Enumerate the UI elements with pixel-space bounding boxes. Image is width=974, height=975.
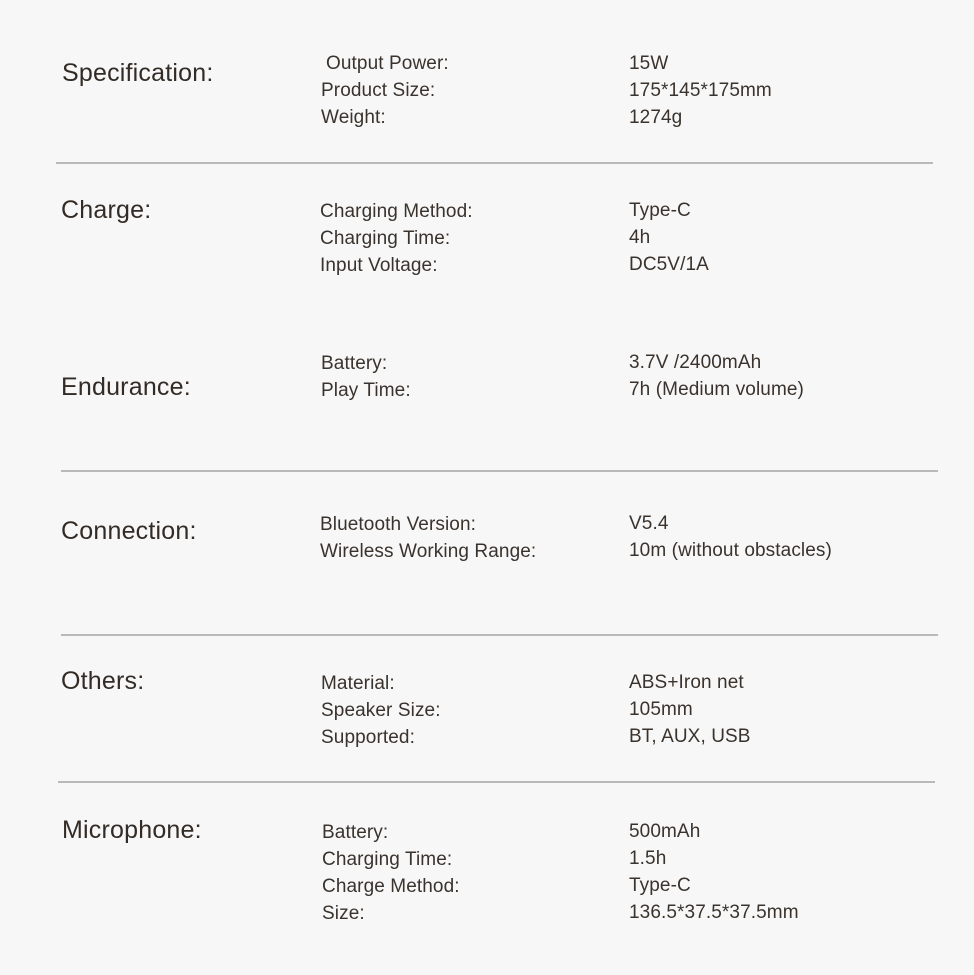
- connection-label-wireless-range: Wireless Working Range:: [320, 541, 537, 562]
- charge-value-charging-method: Type-C: [629, 200, 691, 221]
- section-divider: [56, 162, 933, 164]
- microphone-label-size: Size:: [322, 903, 365, 924]
- microphone-value-battery: 500mAh: [629, 821, 701, 842]
- others-value-material: ABS+Iron net: [629, 672, 744, 693]
- charge-label-charging-time: Charging Time:: [320, 228, 451, 249]
- endurance-label-battery: Battery:: [321, 353, 388, 374]
- microphone-value-size: 136.5*37.5*37.5mm: [629, 902, 799, 923]
- spec-label-weight: Weight:: [321, 107, 386, 128]
- connection-value-wireless-range: 10m (without obstacles): [629, 540, 832, 561]
- microphone-value-charge-method: Type-C: [629, 875, 691, 896]
- section-divider: [61, 634, 938, 636]
- microphone-label-battery: Battery:: [322, 822, 389, 843]
- connection-label-bluetooth-version: Bluetooth Version:: [320, 514, 477, 535]
- microphone-label-charge-method: Charge Method:: [322, 876, 460, 897]
- others-value-supported: BT, AUX, USB: [629, 726, 751, 747]
- section-heading-specification: Specification:: [62, 59, 214, 87]
- endurance-label-play-time: Play Time:: [321, 380, 411, 401]
- spec-value-weight: 1274g: [629, 107, 683, 128]
- section-heading-endurance: Endurance:: [61, 373, 191, 401]
- microphone-label-charging-time: Charging Time:: [322, 849, 453, 870]
- section-heading-others: Others:: [61, 667, 145, 695]
- spec-label-product-size: Product Size:: [321, 80, 436, 101]
- others-label-material: Material:: [321, 673, 395, 694]
- others-value-speaker-size: 105mm: [629, 699, 693, 720]
- section-heading-connection: Connection:: [61, 517, 197, 545]
- endurance-value-play-time: 7h (Medium volume): [629, 379, 804, 400]
- others-label-supported: Supported:: [321, 727, 415, 748]
- section-heading-charge: Charge:: [61, 196, 152, 224]
- microphone-value-charging-time: 1.5h: [629, 848, 667, 869]
- charge-label-charging-method: Charging Method:: [320, 201, 473, 222]
- connection-value-bluetooth-version: V5.4: [629, 513, 669, 534]
- spec-value-output-power: 15W: [629, 53, 669, 74]
- spec-value-product-size: 175*145*175mm: [629, 80, 772, 101]
- charge-label-input-voltage: Input Voltage:: [320, 255, 438, 276]
- others-label-speaker-size: Speaker Size:: [321, 700, 441, 721]
- section-divider: [61, 470, 938, 472]
- charge-value-charging-time: 4h: [629, 227, 651, 248]
- endurance-value-battery: 3.7V /2400mAh: [629, 352, 762, 373]
- spec-label-output-power: Output Power:: [326, 53, 449, 74]
- section-heading-microphone: Microphone:: [62, 816, 202, 844]
- charge-value-input-voltage: DC5V/1A: [629, 254, 709, 275]
- section-divider: [58, 781, 935, 783]
